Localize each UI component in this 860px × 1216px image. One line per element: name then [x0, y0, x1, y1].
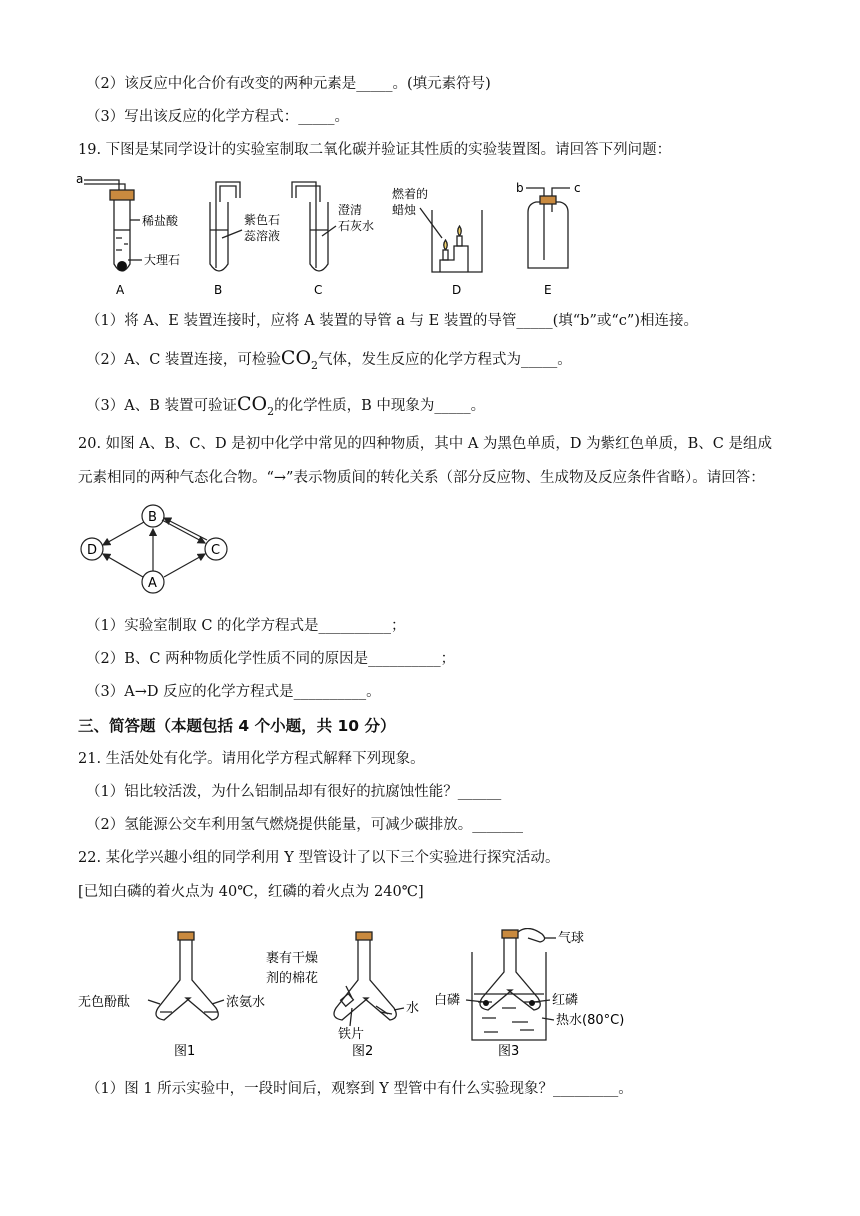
q20-part2: （2）B、C 两种物质化学性质不同的原因是__________；: [86, 651, 456, 667]
q22-stem: 22. 某化学兴趣小组的同学利用 Y 型管设计了以下三个实验进行探究活动。: [78, 850, 560, 866]
node-A: A: [148, 576, 157, 591]
fig3-white-phosphorus-label: 白磷: [434, 993, 461, 1008]
q19-part1: （1）将 A、E 装置连接时，应将 A 装置的导管 a 与 E 装置的导管_____(填“b”或“c”)相连接。: [86, 313, 698, 329]
litmus-label-1: 紫色石: [244, 213, 281, 227]
marble-label: 大理石: [144, 253, 181, 267]
fig3-balloon-label: 气球: [558, 931, 585, 946]
apparatus-A-label: A: [116, 283, 125, 297]
q19-part2-pre: （2）A、C 装置连接，可检验: [86, 352, 281, 368]
candle-label-1: 燃着的: [392, 187, 429, 201]
fig1-caption: 图1: [174, 1044, 196, 1059]
q19-part3-pre: （3）A、B 装置可验证: [86, 398, 237, 414]
fig3-red-phosphorus-label: 红磷: [552, 993, 579, 1008]
apparatus-B-label: B: [214, 283, 223, 297]
q19-part3-post: 的化学性质，B 中现象为_____。: [274, 398, 486, 414]
q22-y-tube-figure: [72, 928, 642, 1060]
fig2-iron-label: 铁片: [338, 1027, 365, 1042]
q19-apparatus-figure: [70, 168, 610, 298]
q19-part2: [86, 348, 572, 376]
q21-stem: 21. 生活处处有化学。请用化学方程式解释下列现象。: [78, 751, 425, 767]
limewater-label-1: 澄清: [338, 203, 363, 217]
q20-part3: （3）A→D 反应的化学方程式是__________。: [86, 684, 381, 700]
fig3-caption: 图3: [498, 1044, 520, 1059]
q21-part2: （2）氢能源公交车利用氢气燃烧提供能量，可减少碳排放。_______: [86, 817, 523, 833]
hcl-label: 稀盐酸: [142, 214, 179, 228]
co2-formula: $CO_2$: [236, 393, 275, 418]
port-c-label: c: [574, 181, 581, 195]
q20-relation-diagram: [76, 502, 240, 598]
apparatus-E-label: E: [544, 283, 552, 297]
fig2-water-label: 水: [406, 1001, 420, 1016]
node-D: D: [87, 543, 98, 558]
fig2-cotton-label-1: 裹有干燥: [266, 951, 319, 966]
fig2-caption: 图2: [352, 1044, 374, 1059]
port-b-label: b: [516, 181, 524, 195]
q18-part3: （3）写出该反应的化学方程式：_____。: [86, 109, 349, 125]
q19-part3: [86, 394, 485, 422]
q20-stem-2: 元素相同的两种气态化合物。“→”表示物质间的转化关系（部分反应物、生成物及反应条件省略）。请回答：: [78, 470, 765, 486]
fig3-hot-water-label: 热水(80°C): [556, 1013, 625, 1028]
q21-part1: （1）铝比较活泼，为什么铝制品却有很好的抗腐蚀性能？______: [86, 784, 502, 800]
apparatus-D-label: D: [452, 283, 462, 297]
q19-stem: 19. 下图是某同学设计的实验室制取二氧化碳并验证其性质的实验装置图。请回答下列问题：: [78, 142, 672, 158]
apparatus-C-label: C: [314, 283, 323, 297]
fig1-phenolphthalein-label: 无色酚酞: [78, 995, 131, 1010]
q18-part2: （2）该反应中化合价有改变的两种元素是_____。(填元素符号): [86, 76, 491, 92]
node-B: B: [148, 510, 157, 525]
q20-stem-1: 20. 如图 A、B、C、D 是初中化学中常见的四种物质，其中 A 为黑色单质，D 为紫红色单质，B、C 是组成: [78, 436, 773, 452]
limewater-label-2: 石灰水: [338, 219, 375, 233]
q22-part1: （1）图 1 所示实验中，一段时间后，观察到 Y 型管中有什么实验现象？_________。: [86, 1081, 633, 1097]
node-C: C: [211, 543, 221, 558]
fig1-ammonia-label: 浓氨水: [226, 995, 266, 1010]
tube-a-label: a: [76, 172, 84, 186]
q20-part1: （1）实验室制取 C 的化学方程式是__________；: [86, 618, 406, 634]
litmus-label-2: 蕊溶液: [244, 229, 281, 243]
co2-formula: $CO_2$: [280, 347, 319, 372]
fig2-cotton-label-2: 剂的棉花: [266, 971, 319, 986]
section-3-heading: 三、简答题（本题包括 4 个小题，共 10 分）: [78, 717, 396, 735]
q22-note: [已知白磷的着火点为 40℃，红磷的着火点为 240℃]: [78, 884, 424, 900]
q19-part2-post: 气体，发生反应的化学方程式为_____。: [318, 352, 572, 368]
candle-label-2: 蜡烛: [392, 203, 417, 217]
